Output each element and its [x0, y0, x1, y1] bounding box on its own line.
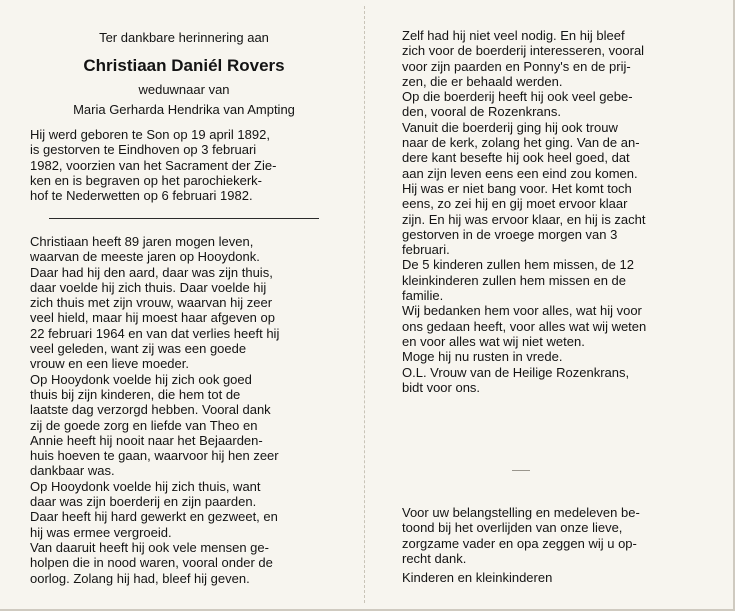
- story-line: Op die boerderij heeft hij ook veel gebe-: [402, 89, 633, 105]
- story-line: zich thuis met zijn vrouw, waarvan hij zeer: [30, 295, 273, 311]
- continuation-text: [402, 28, 708, 395]
- story-line: holpen die in nood waren, vooral onder de: [30, 555, 273, 571]
- story-line: dankbaar was.: [30, 463, 115, 479]
- bio-line: Hij werd geboren te Son op 19 april 1892,: [30, 127, 270, 142]
- story-line: en voor alles wat wij niet weten.: [402, 333, 585, 349]
- story-line: laatste dag verzorgd hebben. Vooral dank: [30, 402, 271, 418]
- thanks-paragraph: [402, 505, 708, 566]
- story-line: aan zijn leven eens een eind zou komen.: [402, 165, 638, 181]
- story-line: eens, zo zei hij en gij moet ervoor klaar: [402, 196, 628, 212]
- bio-line: is gestorven te Eindhoven op 3 februari: [30, 142, 257, 158]
- bio-line: ken en is begraven op het parochiekerk-: [30, 172, 262, 188]
- signature-line: Kinderen en kleinkinderen: [402, 570, 553, 585]
- story-line: Op Hooydonk voelde hij zich thuis, want: [30, 478, 261, 494]
- print-speck: [512, 470, 530, 471]
- story-line: daar voelde hij zich thuis. Daar voelde hij: [30, 279, 267, 295]
- thanks-line: recht dank.: [402, 550, 467, 566]
- story-line: veel hield, maar hij moest haar afgeven op: [30, 310, 275, 326]
- story-line: Op Hooydonk voelde hij zich ook goed: [30, 371, 252, 387]
- story-line: daar was zijn boerderij en zijn paarden.: [30, 494, 257, 510]
- bio-line: 1982, voorzien van het Sacrament der Zie-: [30, 157, 277, 173]
- story-line: oorlog. Zolang hij had, bleef hij geven.: [30, 570, 250, 586]
- thanks-line: zorgzame vader en opa zeggen wij u op-: [402, 535, 637, 551]
- story-line: februari.: [402, 242, 450, 258]
- story-line: De 5 kinderen zullen hem missen, de 12: [402, 257, 634, 273]
- card-fold-line: [364, 6, 365, 603]
- story-line: ons gedaan heeft, voor alles wat wij weten: [402, 318, 647, 334]
- story-line: dere kant besefte hij ook heel goed, dat: [402, 150, 630, 166]
- story-line: bidt voor ons.: [402, 379, 481, 395]
- story-line: naar de kerk, zolang het ging. Van de an-: [402, 135, 640, 151]
- story-line: zen, die er behaald werden.: [402, 73, 563, 89]
- story-line: thuis bij zijn kinderen, die hem tot de: [30, 386, 241, 402]
- story-line: Hij was er niet bang voor. Het komt toch: [402, 180, 632, 196]
- story-line: Vanuit die boerderij ging hij ook trouw: [402, 119, 618, 135]
- story-line: huis hoeven te gaan, waarvoor hij hen zeer: [30, 448, 279, 464]
- story-line: vrouw en een lieve moeder.: [30, 356, 189, 372]
- story-line: kleinkinderen zullen hem missen en de: [402, 272, 627, 288]
- story-line: Moge hij nu rusten in vrede.: [402, 349, 563, 365]
- story-line: voor zijn paarden en Ponny's en de prij-: [402, 58, 631, 74]
- spouse-name: Maria Gerharda Hendrika van Ampting: [73, 102, 295, 117]
- status-text: weduwnaar van: [138, 82, 230, 97]
- divider-rule: [49, 218, 319, 219]
- bio-line: hof te Nederwetten op 6 februari 1982.: [30, 188, 253, 204]
- story-line: waarvan de meeste jaren op Hooydonk.: [30, 249, 260, 265]
- life-story: [30, 234, 338, 586]
- intro-text: Ter dankbare herinnering aan: [99, 30, 269, 45]
- story-line: Daar heeft hij hard gewerkt en gezweet, en: [30, 509, 278, 525]
- story-line: 22 februari 1964 en van dat verlies heeft hij: [30, 325, 280, 341]
- story-line: zij de goede zorg en liefde van Theo en: [30, 417, 258, 433]
- thanks-line: toond bij het overlijden van onze lieve,: [402, 520, 623, 536]
- story-line: zijn. En hij was ervoor klaar, en hij is zacht: [402, 211, 646, 227]
- story-line: Daar had hij den aard, daar was zijn thuis,: [30, 264, 273, 280]
- story-line: veel geleden, want zij was een goede: [30, 341, 247, 357]
- story-line: hij was ermee vergroeid.: [30, 524, 172, 540]
- story-line: Zelf had hij niet veel nodig. En hij bleef: [402, 28, 625, 43]
- story-line: Annie heeft hij nooit naar het Bejaarden-: [30, 432, 263, 448]
- thanks-line: Voor uw belangstelling en medeleven be-: [402, 505, 640, 520]
- story-line: den, vooral de Rozenkrans.: [402, 104, 561, 120]
- story-line: gestorven in de vroege morgen van 3: [402, 226, 618, 242]
- story-line: Christiaan heeft 89 jaren mogen leven,: [30, 234, 254, 249]
- story-line: Wij bedanken hem voor alles, wat hij voor: [402, 303, 642, 319]
- story-line: O.L. Vrouw van de Heilige Rozenkrans,: [402, 364, 630, 380]
- story-line: familie.: [402, 288, 444, 304]
- deceased-name: Christiaan Daniél Rovers: [83, 56, 285, 75]
- story-line: zich voor de boerderij interesseren, vooral: [402, 43, 645, 59]
- story-line: Van daaruit heeft hij ook vele mensen ge-: [30, 539, 269, 555]
- bio-paragraph: [30, 127, 338, 203]
